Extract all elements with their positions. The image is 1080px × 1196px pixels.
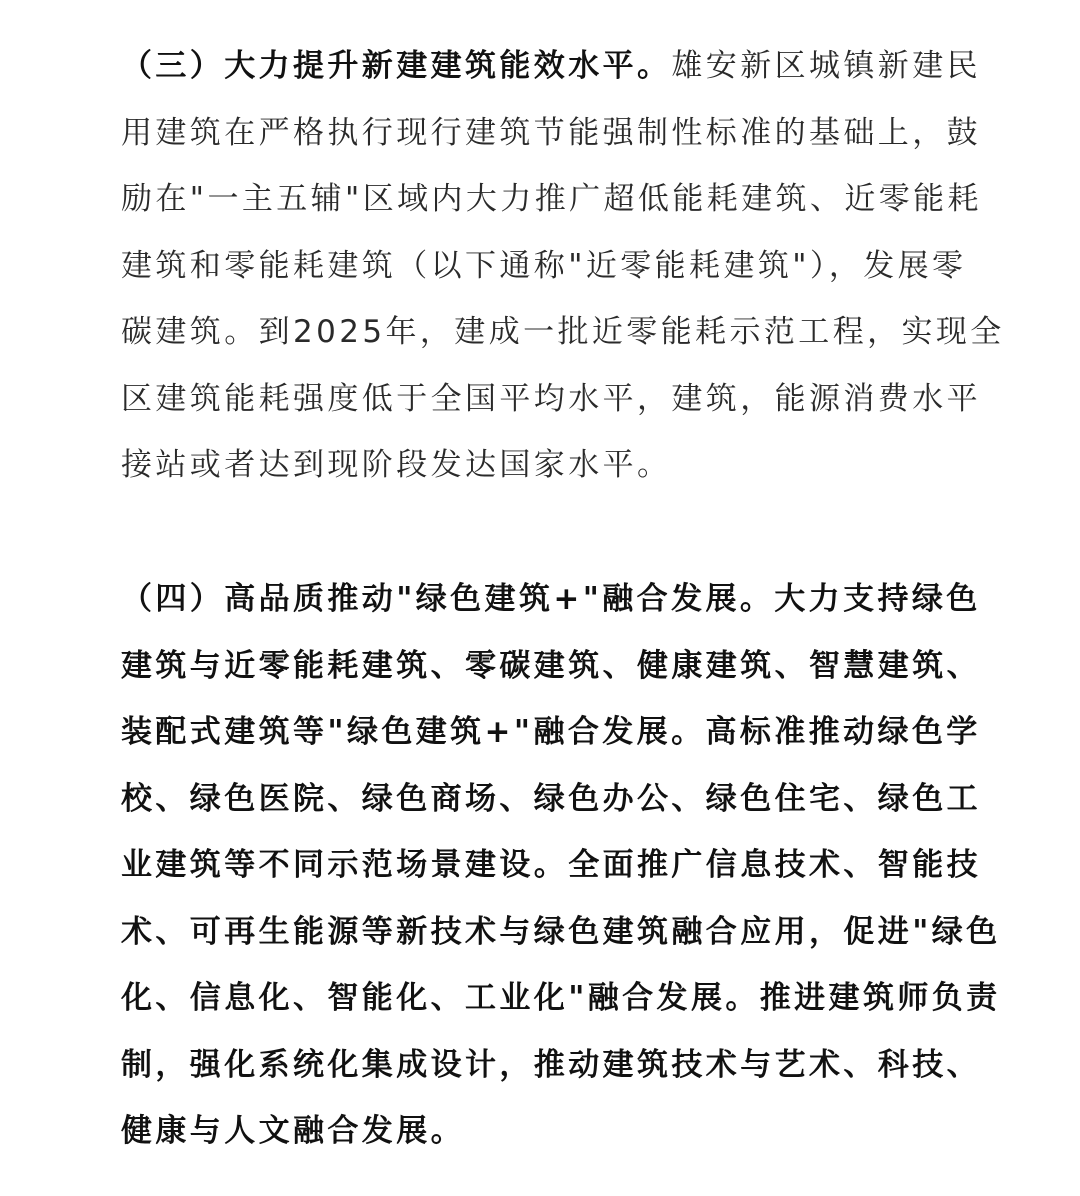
paragraph-line: 励在"一主五辅"区域内大力推广超低能耗建筑、近零能耗 <box>121 181 982 217</box>
section-3-line-text: 雄安新区城镇新建民 <box>671 48 982 84</box>
paragraph-line: 碳建筑。到2025年，建成一批近零能耗示范工程，实现全 <box>121 314 1005 350</box>
paragraph-line: 术、可再生能源等新技术与绿色建筑融合应用，促进"绿色 <box>121 913 1001 950</box>
paragraph-line: （四）高品质推动"绿色建筑+"融合发展。大力支持绿色 <box>121 581 981 617</box>
paragraph-line: 接站或者达到现阶段发达国家水平。 <box>121 447 672 483</box>
paragraph-line: 装配式建筑等"绿色建筑+"融合发展。高标准推动绿色学 <box>121 714 981 750</box>
paragraph-line: 化、信息化、智能化、工业化"融合发展。推进建筑师负责 <box>121 980 1001 1016</box>
paragraph-line: 建筑与近零能耗建筑、零碳建筑、健康建筑、智慧建筑、 <box>121 647 981 684</box>
paragraph-line: 用建筑在严格执行现行建筑节能强制性标准的基础上，鼓 <box>121 114 981 151</box>
paragraph-line: 区建筑能耗强度低于全国平均水平，建筑，能源消费水平 <box>121 380 981 417</box>
paragraph-line: 健康与人文融合发展。 <box>121 1113 465 1149</box>
paragraph-line: 业建筑等不同示范场景建设。全面推广信息技术、智能技 <box>121 847 981 883</box>
paragraph-line: 制，强化系统化集成设计，推动建筑技术与艺术、科技、 <box>121 1046 981 1083</box>
paragraph-line: 校、绿色医院、绿色商场、绿色办公、绿色住宅、绿色工 <box>121 780 981 817</box>
paragraph-section-3 <box>121 33 1005 499</box>
paragraph-line: 建筑和零能耗建筑（以下通称"近零能耗建筑"），发展零 <box>121 247 967 284</box>
paragraph-section-4 <box>121 566 1001 1165</box>
section-3-heading: （三）大力提升新建建筑能效水平。 <box>121 48 672 84</box>
paragraph-line <box>121 33 982 100</box>
